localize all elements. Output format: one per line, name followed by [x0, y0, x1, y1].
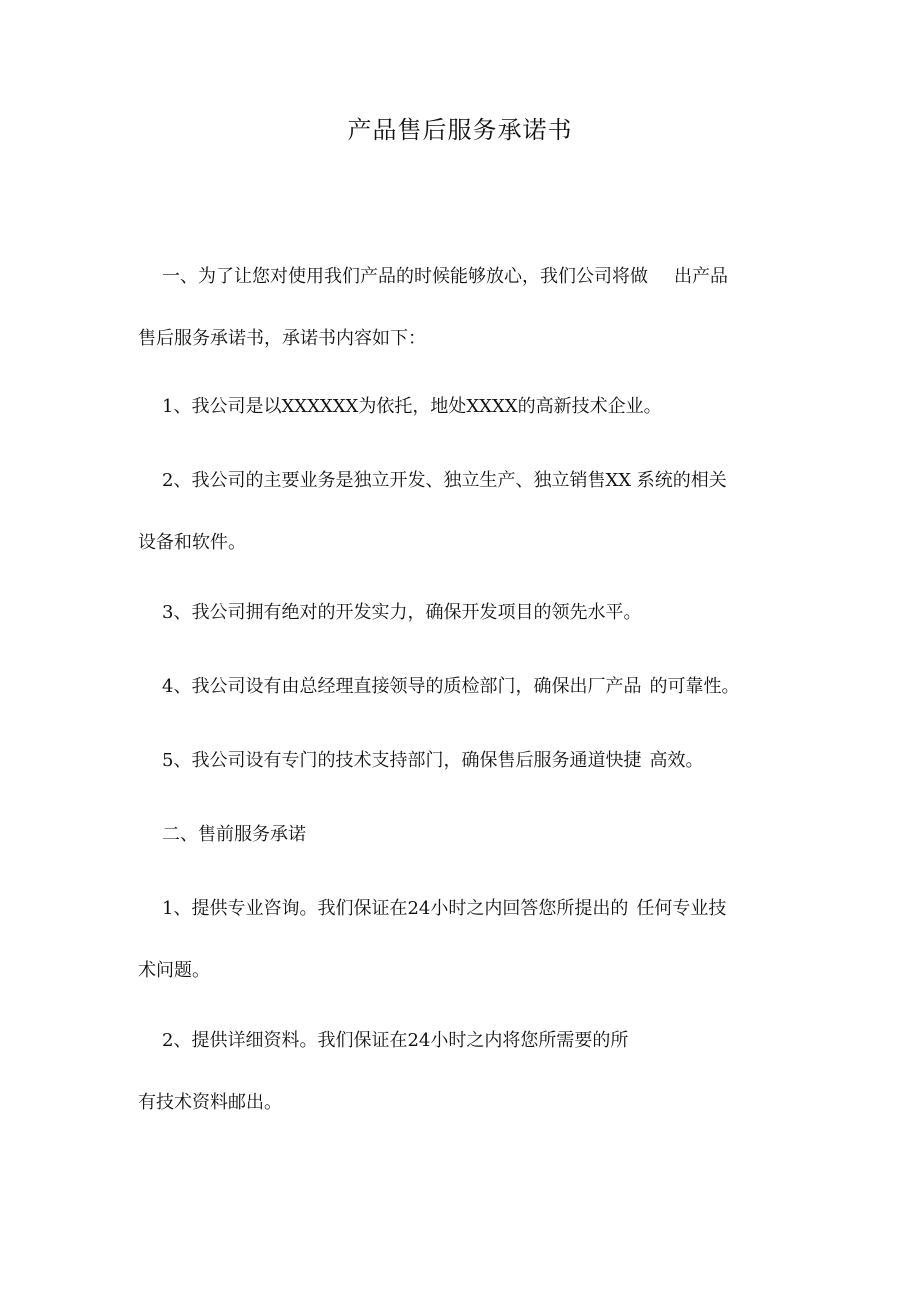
paragraph-line: 术问题。 — [138, 960, 210, 981]
paragraph-line: 2、我公司的主要业务是独立开发、独立生产、独立销售XX 系统的相关 — [162, 470, 727, 491]
paragraph-pre-sales-2 — [138, 1010, 788, 1134]
paragraph-item-4 — [138, 656, 788, 718]
paragraph-item-2 — [138, 450, 788, 574]
text-span: 5、我公司设有专门的技术支持部门，确保售后服务通道快捷 — [162, 750, 642, 771]
paragraph-line — [138, 730, 788, 792]
paragraph-line: 1、我公司是以XXXXXX为依托，地处XXXX的高新技术企业。 — [162, 396, 662, 417]
text-span: 高效。 — [649, 750, 704, 771]
text-span: 的可靠性。 — [649, 676, 740, 697]
paragraph-line — [138, 878, 788, 940]
section-heading-pre-sales — [138, 804, 788, 866]
paragraph-item-3 — [138, 582, 788, 644]
text-span: 一、为了让您对使用我们产品的时候能够放心，我们公司将做 — [162, 266, 648, 287]
paragraph-item-5 — [138, 730, 788, 792]
paragraph-intro — [138, 246, 788, 370]
paragraph-line: 二、售前服务承诺 — [162, 824, 306, 845]
paragraph-line: 有技术资料邮出。 — [138, 1092, 282, 1113]
document-title: 产品售后服务承诺书 — [347, 116, 573, 144]
paragraph-line — [138, 246, 788, 308]
paragraph-pre-sales-1 — [138, 878, 788, 1002]
text-span: 任何专业技 — [636, 898, 727, 919]
paragraph-line: 3、我公司拥有绝对的开发实力，确保开发项目的领先水平。 — [162, 602, 642, 623]
text-span: 出产品 — [674, 266, 728, 287]
text-span: 4、我公司设有由总经理直接领导的质检部门，确保出厂产品 — [162, 676, 642, 697]
paragraph-line — [138, 656, 788, 718]
paragraph-item-1 — [138, 376, 788, 438]
paragraph-line: 2、提供详细资料。我们保证在24小时之内将您所需要的所 — [162, 1030, 629, 1051]
paragraph-line: 设备和软件。 — [138, 532, 246, 553]
text-span: 1、提供专业咨询。我们保证在24小时之内回答您所提出的 — [162, 898, 629, 919]
paragraph-line: 售后服务承诺书，承诺书内容如下： — [138, 328, 426, 349]
